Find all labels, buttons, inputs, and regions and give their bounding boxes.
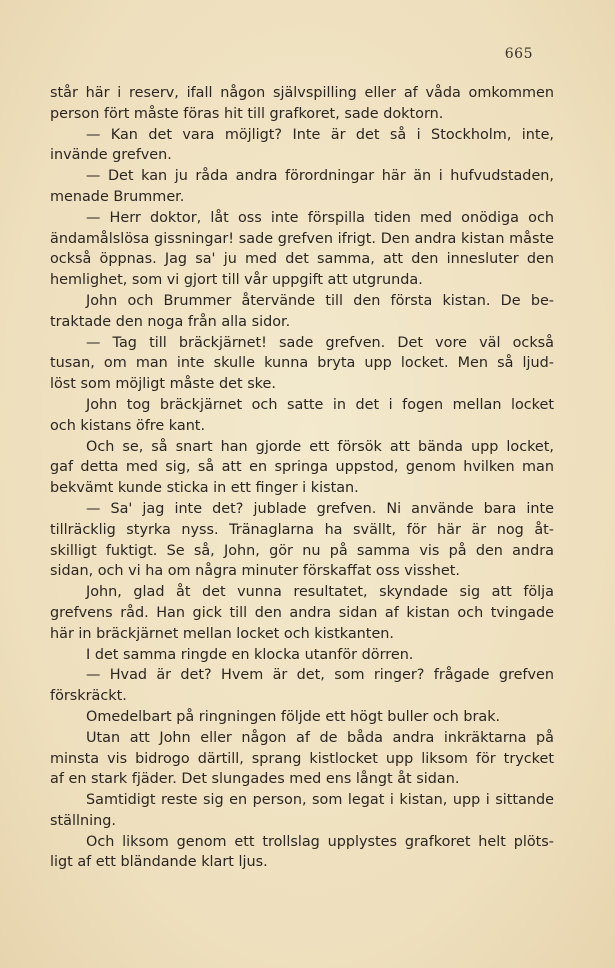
text-line: John, glad åt det vunna resultatet, skyndade sig att följa bbox=[86, 584, 554, 601]
text-line: af en stark fjäder. Det slungades med ens långt åt sidan. bbox=[50, 771, 460, 788]
text-line: Och liksom genom ett trollslag upplystes grafkoret helt plöts- bbox=[86, 833, 554, 850]
text-line: — Sa' jag inte det? jublade grefven. Ni använde bara inte bbox=[86, 500, 554, 517]
text-line: minsta vis bidrogo därtill, sprang kistlocket upp liksom för trycket bbox=[50, 750, 554, 767]
text-line: ställning. bbox=[50, 812, 116, 829]
text-line: tillräcklig styrka nyss. Tränaglarna ha svällt, för här är nog åt- bbox=[50, 521, 554, 538]
text-line: Samtidigt reste sig en person, som legat i kistan, upp i sittande bbox=[86, 792, 554, 809]
text-line: — Kan det vara möjligt? Inte är det så i Stockholm, inte, bbox=[86, 126, 554, 143]
text-line: Omedelbart på ringningen följde ett högt buller och brak. bbox=[86, 708, 501, 725]
text-line: invände grefven. bbox=[50, 147, 172, 164]
text-line: sidan, och vi ha om några minuter förskaffat oss visshet. bbox=[50, 563, 460, 580]
text-line: tusan, om man inte skulle kunna bryta upp locket. Men så ljud- bbox=[50, 355, 554, 372]
text-line: bekvämt kunde sticka in ett finger i kistan. bbox=[50, 480, 359, 497]
text-line: ändamålslösa gissningar! sade grefven ifrigt. Den andra kistan måste bbox=[50, 230, 554, 247]
text-line: John tog bräckjärnet och satte in det i fogen mellan locket bbox=[86, 396, 554, 413]
text-line: John och Brummer återvände till den första kistan. De be- bbox=[86, 292, 554, 309]
text-line: ligt af ett bländande klart ljus. bbox=[50, 854, 268, 871]
text-line: grefvens råd. Han gick till den andra sidan af kistan och tvingade bbox=[50, 604, 554, 621]
text-line: Och se, så snart han gjorde ett försök att bända upp locket, bbox=[86, 438, 554, 455]
text-line: traktade den noga från alla sidor. bbox=[50, 313, 291, 330]
text-line: Utan att John eller någon af de båda andra inkräktarna på bbox=[86, 729, 554, 746]
text-line: löst som möjligt måste det ske. bbox=[50, 376, 276, 393]
text-line: här in bräckjärnet mellan locket och kistkanten. bbox=[50, 625, 394, 642]
text-line: förskräckt. bbox=[50, 688, 127, 705]
text-line: står här i reserv, ifall någon självspilling eller af våda omkommen bbox=[50, 85, 554, 101]
text-line: hemlighet, som vi gjort till vår uppgift att utgrunda. bbox=[50, 272, 423, 289]
text-line: också öppnas. Jag sa' ju med det samma, att den innesluter den bbox=[50, 251, 554, 268]
page-number: 665 bbox=[504, 46, 533, 62]
text-line: — Det kan ju råda andra förordningar här än i hufvudstaden, bbox=[86, 168, 554, 185]
text-line: — Hvad är det? Hvem är det, som ringer? frågade grefven bbox=[86, 667, 554, 684]
text-line: menade Brummer. bbox=[50, 188, 185, 205]
text-line: skilligt fuktigt. Se så, John, gör nu på samma vis på den andra bbox=[50, 542, 554, 559]
text-line: gaf detta med sig, så att en springa uppstod, genom hvilken man bbox=[50, 459, 554, 476]
text-line: I det samma ringde en klocka utanför dörren. bbox=[86, 646, 414, 663]
text-line: — Tag till bräckjärnet! sade grefven. Det vore väl också bbox=[86, 334, 554, 351]
body-text bbox=[50, 83, 554, 873]
text-line: — Herr doktor, låt oss inte förspilla tiden med onödiga och bbox=[86, 209, 554, 226]
text-line: och kistans öfre kant. bbox=[50, 417, 206, 434]
text-line: person fört måste föras hit till grafkoret, sade doktorn. bbox=[50, 105, 444, 122]
